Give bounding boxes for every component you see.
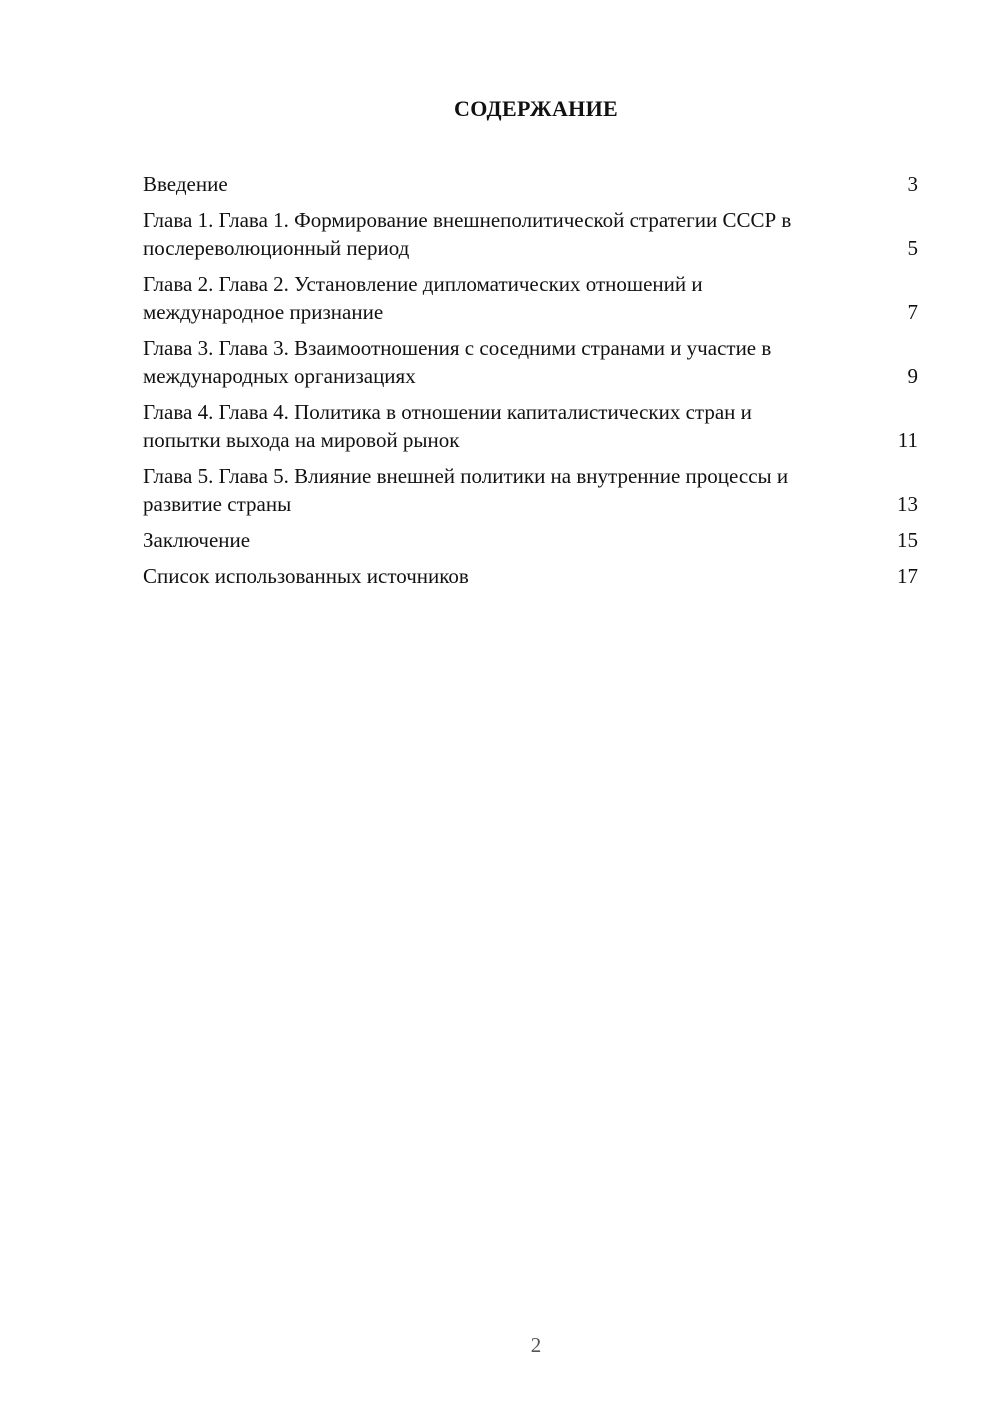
toc-entry-page: 13: [897, 492, 918, 516]
toc-entry-text: Глава 2. Глава 2. Установление дипломатических отношений и международное признание: [143, 272, 703, 324]
toc-entry-page: 9: [907, 364, 918, 388]
toc-entry-text: Заключение: [143, 528, 251, 552]
toc-entry-conclusion: [143, 526, 918, 554]
page-number: 2: [530, 1333, 542, 1357]
toc-entry-page: 11: [897, 428, 918, 452]
toc-entry-text: Введение: [143, 172, 228, 196]
toc-entry-text: Глава 1. Глава 1. Формирование внешнеполитической стратегии СССР в послереволюционный период: [143, 208, 792, 260]
toc-entry-page: 7: [907, 300, 918, 324]
toc-entry-page: 5: [907, 236, 918, 260]
toc-entry-text: Глава 4. Глава 4. Политика в отношении капиталистических стран и попытки выхода на мировой рынок: [143, 400, 752, 452]
toc-entry-chapter-3: [143, 334, 918, 390]
toc-entry-page: 3: [907, 172, 918, 196]
toc-entry-text: Список использованных источников: [143, 564, 469, 588]
toc-entry-text: Глава 3. Глава 3. Взаимоотношения с соседними странами и участие в международных организациях: [143, 336, 772, 388]
toc-entry-chapter-2: [143, 270, 918, 326]
toc-entry-chapter-1: [143, 206, 918, 262]
toc-entry-chapter-5: [143, 462, 918, 518]
table-of-contents: [143, 170, 918, 598]
toc-entry-text: Глава 5. Глава 5. Влияние внешней политики на внутренние процессы и развитие страны: [143, 464, 789, 516]
toc-entry-page: 17: [897, 564, 918, 588]
toc-entry-references: [143, 562, 918, 590]
toc-entry-introduction: [143, 170, 918, 198]
toc-entry-page: 15: [897, 528, 918, 552]
toc-entry-chapter-4: [143, 398, 918, 454]
toc-title: СОДЕРЖАНИЕ: [454, 96, 618, 121]
